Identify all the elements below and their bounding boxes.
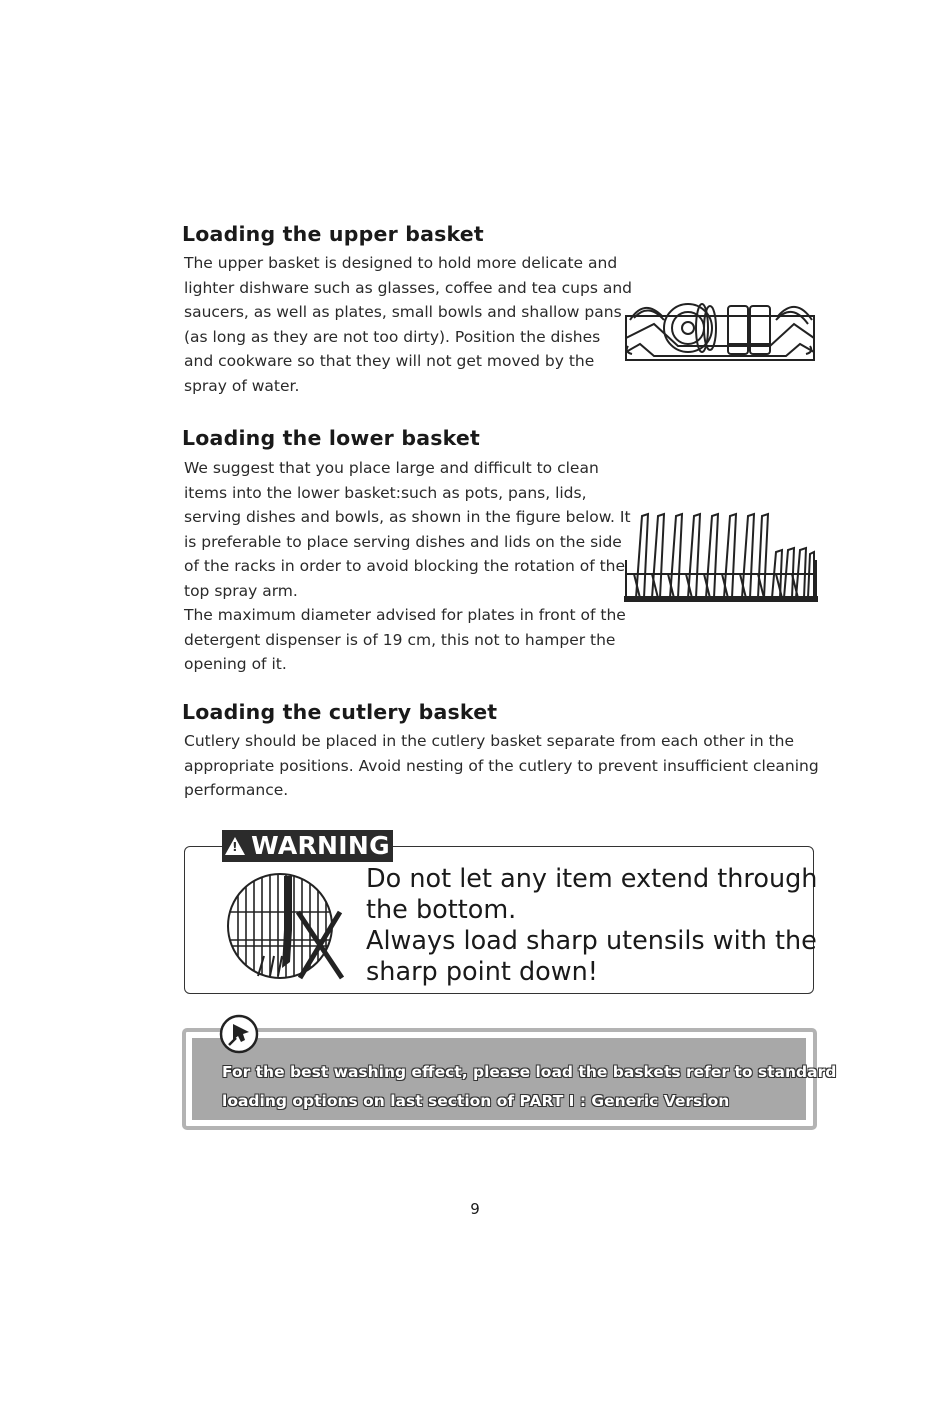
text-line: items into the lower basket:such as pots, pans, lids, [184,483,587,502]
text-line: For the best washing effect, please load the baskets refer to standard [222,1063,837,1081]
warning-label-text: WARNING [251,831,390,860]
text-line: saucers, as well as plates, small bowls and shallow pans [184,303,622,321]
text-line: We suggest that you place large and difficult to clean [184,459,599,477]
text-line: sharp point down! [366,957,599,987]
text-line: Cutlery should be placed in the cutlery basket separate from each other in the [184,732,795,750]
upper-basket-text [184,251,632,398]
lower-basket-illustration [622,510,820,604]
text-line: serving dishes and bowls, as shown in the figure below. It [184,508,631,526]
text-line: (as long as they are not too dirty). Position the dishes [184,327,601,346]
cutlery-basket-heading: Loading the cutlery basket [182,700,498,724]
text-line: Do not let any item extend through [366,864,818,894]
lower-basket-heading: Loading the lower basket [182,426,481,450]
text-line: of the racks in order to avoid blocking the rotation of the [184,557,626,575]
text-line: Always load sharp utensils with the [366,926,817,956]
text-line: spray of water. [184,376,300,395]
text-line: loading options on last section of PART Ⅰ : Generic Version [222,1092,730,1110]
text-line: appropriate positions. Avoid nesting of the cutlery to prevent insufficient cleaning [184,756,819,775]
warning-label [222,830,393,862]
text-line: The upper basket is designed to hold more delicate and [184,254,618,272]
warning-triangle-icon [225,837,245,855]
note-text [222,1058,836,1116]
text-line: lighter dishware such as glasses, coffee and tea cups and [184,278,632,297]
warning-text [366,864,817,988]
text-line: opening of it. [184,655,287,673]
text-line: top spray arm. [184,581,298,600]
text-line: is preferable to place serving dishes and lids on the side [184,532,622,551]
cutlery-basket-text [184,729,819,803]
upper-basket-heading: Loading the upper basket [182,222,484,246]
lower-basket-text [184,456,631,677]
pushpin-icon [219,1014,259,1054]
text-line: the bottom. [366,895,517,925]
text-line: and cookware so that they will not get moved by the [184,352,595,370]
cutlery-basket-wrong-icon [224,872,348,984]
page-number: 9 [470,1200,480,1218]
upper-basket-illustration [620,294,820,366]
text-line: performance. [184,781,289,799]
text-line: The maximum diameter advised for plates in front of the [184,606,626,624]
text-line: detergent dispenser is of 19 cm, this not to hamper the [184,630,616,649]
